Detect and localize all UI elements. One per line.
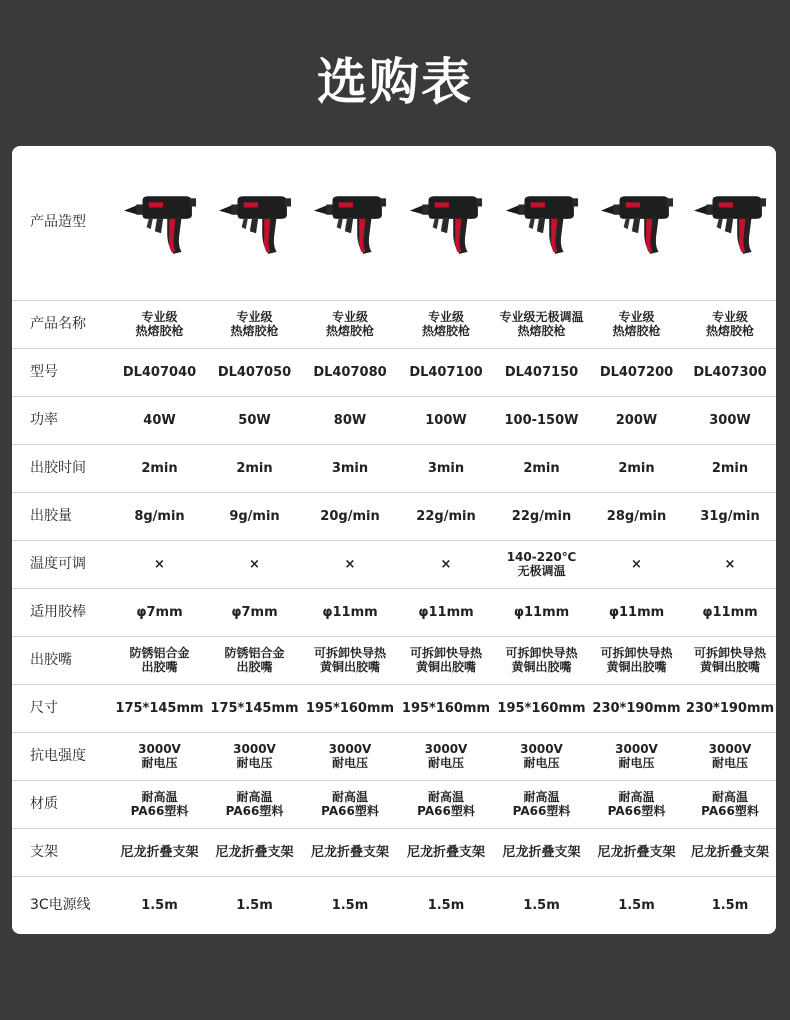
spec-cell: 可拆卸快导热 黄铜出胶嘴 <box>684 636 776 684</box>
spec-cell: DL407300 <box>684 348 776 396</box>
spec-cell: 2min <box>684 444 776 492</box>
row-label: 产品名称 <box>12 300 112 348</box>
spec-table-card <box>12 146 776 934</box>
spec-cell: 20g/min <box>302 492 398 540</box>
spec-row <box>12 444 776 492</box>
row-label: 型号 <box>12 348 112 396</box>
spec-row <box>12 780 776 828</box>
spec-cell: 尼龙折叠支架 <box>302 828 398 876</box>
spec-cell: 尼龙折叠支架 <box>589 828 684 876</box>
glue-gun-icon <box>120 188 200 258</box>
spec-cell: 22g/min <box>494 492 589 540</box>
spec-cell: DL407050 <box>207 348 302 396</box>
spec-cell: DL407080 <box>302 348 398 396</box>
spec-row <box>12 300 776 348</box>
row-label: 产品造型 <box>12 146 112 300</box>
spec-cell: 耐高温 PA66塑料 <box>302 780 398 828</box>
spec-cell: 28g/min <box>589 492 684 540</box>
spec-row <box>12 492 776 540</box>
product-image-row <box>12 146 776 300</box>
spec-cell: 可拆卸快导热 黄铜出胶嘴 <box>302 636 398 684</box>
spec-cell: 3000V 耐电压 <box>398 732 494 780</box>
spec-cell: 175*145mm <box>112 684 207 732</box>
spec-cell: φ7mm <box>112 588 207 636</box>
row-label: 材质 <box>12 780 112 828</box>
glue-gun-icon <box>310 188 390 258</box>
row-label: 出胶量 <box>12 492 112 540</box>
spec-cell: φ11mm <box>398 588 494 636</box>
glue-gun-icon <box>502 188 582 258</box>
spec-cell: 尼龙折叠支架 <box>207 828 302 876</box>
spec-row <box>12 396 776 444</box>
spec-cell: 1.5m <box>618 897 655 913</box>
spec-cell: 可拆卸快导热 黄铜出胶嘴 <box>494 636 589 684</box>
spec-cell: 140-220℃ 无极调温 <box>494 540 589 588</box>
spec-row <box>12 588 776 636</box>
row-label: 出胶时间 <box>12 444 112 492</box>
spec-cell: × <box>302 540 398 588</box>
product-image-cell <box>302 146 398 300</box>
spec-row <box>12 540 776 588</box>
spec-cell: × <box>112 540 207 588</box>
spec-cell: 尼龙折叠支架 <box>684 828 776 876</box>
spec-row <box>12 636 776 684</box>
product-image-cell <box>398 146 494 300</box>
spec-cell: 专业级 热熔胶枪 <box>207 300 302 348</box>
spec-cell: 可拆卸快导热 黄铜出胶嘴 <box>398 636 494 684</box>
product-image-cell <box>112 146 207 300</box>
spec-cell: 专业级 热熔胶枪 <box>302 300 398 348</box>
product-image-cell <box>684 146 776 300</box>
spec-cell: × <box>207 540 302 588</box>
glue-gun-icon <box>215 188 295 258</box>
row-label: 抗电强度 <box>12 732 112 780</box>
page-title: 选购表 <box>317 53 473 111</box>
spec-cell: 100W <box>398 396 494 444</box>
spec-cell: × <box>684 540 776 588</box>
spec-cell: 专业级 热熔胶枪 <box>589 300 684 348</box>
spec-cell: 耐高温 PA66塑料 <box>112 780 207 828</box>
spec-cell: 3min <box>398 444 494 492</box>
spec-cell: 1.5m <box>141 897 178 913</box>
spec-cell: 耐高温 PA66塑料 <box>398 780 494 828</box>
spec-cell: DL407150 <box>494 348 589 396</box>
row-label: 出胶嘴 <box>12 636 112 684</box>
spec-cell: 尼龙折叠支架 <box>398 828 494 876</box>
glue-gun-icon <box>690 188 770 258</box>
product-image-cell <box>207 146 302 300</box>
product-image-cell <box>589 146 684 300</box>
spec-cell: 1.5m <box>711 897 749 913</box>
spec-cell: × <box>398 540 494 588</box>
spec-cell: 195*160mm <box>494 684 589 732</box>
spec-cell: 31g/min <box>684 492 776 540</box>
row-label: 功率 <box>12 396 112 444</box>
spec-cell: DL407200 <box>589 348 684 396</box>
spec-cell: 专业级 热熔胶枪 <box>684 300 776 348</box>
spec-cell: 2min <box>494 444 589 492</box>
spec-cell: 3000V 耐电压 <box>302 732 398 780</box>
spec-cell: 300W <box>684 396 776 444</box>
spec-cell: φ11mm <box>589 588 684 636</box>
spec-cell: 195*160mm <box>302 684 398 732</box>
spec-cell: φ11mm <box>302 588 398 636</box>
spec-cell: 防锈铝合金 出胶嘴 <box>207 636 302 684</box>
spec-cell: 50W <box>207 396 302 444</box>
spec-cell: 专业级 热熔胶枪 <box>398 300 494 348</box>
spec-cell: 22g/min <box>398 492 494 540</box>
spec-row <box>12 684 776 732</box>
spec-cell: 耐高温 PA66塑料 <box>207 780 302 828</box>
spec-cell: 3000V 耐电压 <box>207 732 302 780</box>
spec-cell: 3min <box>302 444 398 492</box>
spec-cell: φ11mm <box>684 588 776 636</box>
spec-cell: 专业级 热熔胶枪 <box>112 300 207 348</box>
spec-cell: 230*190mm <box>684 684 776 732</box>
spec-cell: 尼龙折叠支架 <box>112 828 207 876</box>
spec-cell: 9g/min <box>207 492 302 540</box>
spec-table <box>12 146 776 934</box>
spec-cell: 3000V 耐电压 <box>589 732 684 780</box>
spec-cell: DL407100 <box>398 348 494 396</box>
product-image-cell <box>494 146 589 300</box>
spec-cell: 耐高温 PA66塑料 <box>684 780 776 828</box>
row-label: 温度可调 <box>12 540 112 588</box>
spec-cell: 3000V 耐电压 <box>494 732 589 780</box>
spec-cell: 防锈铝合金 出胶嘴 <box>112 636 207 684</box>
row-label: 尺寸 <box>12 684 112 732</box>
row-label: 3C电源线 <box>30 896 91 913</box>
spec-cell: 1.5m <box>427 897 465 913</box>
spec-cell: 200W <box>589 396 684 444</box>
spec-cell: DL407040 <box>112 348 207 396</box>
spec-cell: 2min <box>112 444 207 492</box>
spec-cell: 3000V 耐电压 <box>684 732 776 780</box>
spec-cell: φ11mm <box>494 588 589 636</box>
glue-gun-icon <box>406 188 486 258</box>
spec-cell: 耐高温 PA66塑料 <box>589 780 684 828</box>
row-label: 支架 <box>12 828 112 876</box>
spec-cell: 2min <box>207 444 302 492</box>
spec-row <box>12 876 776 934</box>
spec-cell: 1.5m <box>236 897 273 913</box>
spec-cell: φ7mm <box>207 588 302 636</box>
spec-cell: 专业级无极调温 热熔胶枪 <box>494 300 589 348</box>
spec-cell: 230*190mm <box>589 684 684 732</box>
spec-cell: 尼龙折叠支架 <box>494 828 589 876</box>
spec-cell: 1.5m <box>331 897 369 913</box>
spec-cell: 175*145mm <box>207 684 302 732</box>
spec-row <box>12 828 776 876</box>
spec-cell: 1.5m <box>523 897 560 913</box>
spec-cell: 195*160mm <box>398 684 494 732</box>
spec-cell: × <box>589 540 684 588</box>
spec-cell: 100-150W <box>494 396 589 444</box>
spec-cell: 耐高温 PA66塑料 <box>494 780 589 828</box>
spec-cell: 可拆卸快导热 黄铜出胶嘴 <box>589 636 684 684</box>
spec-cell: 2min <box>589 444 684 492</box>
glue-gun-icon <box>597 188 677 258</box>
spec-cell: 80W <box>302 396 398 444</box>
spec-cell: 3000V 耐电压 <box>112 732 207 780</box>
row-label: 适用胶棒 <box>12 588 112 636</box>
spec-row <box>12 732 776 780</box>
spec-cell: 40W <box>112 396 207 444</box>
spec-row <box>12 348 776 396</box>
spec-cell: 8g/min <box>112 492 207 540</box>
